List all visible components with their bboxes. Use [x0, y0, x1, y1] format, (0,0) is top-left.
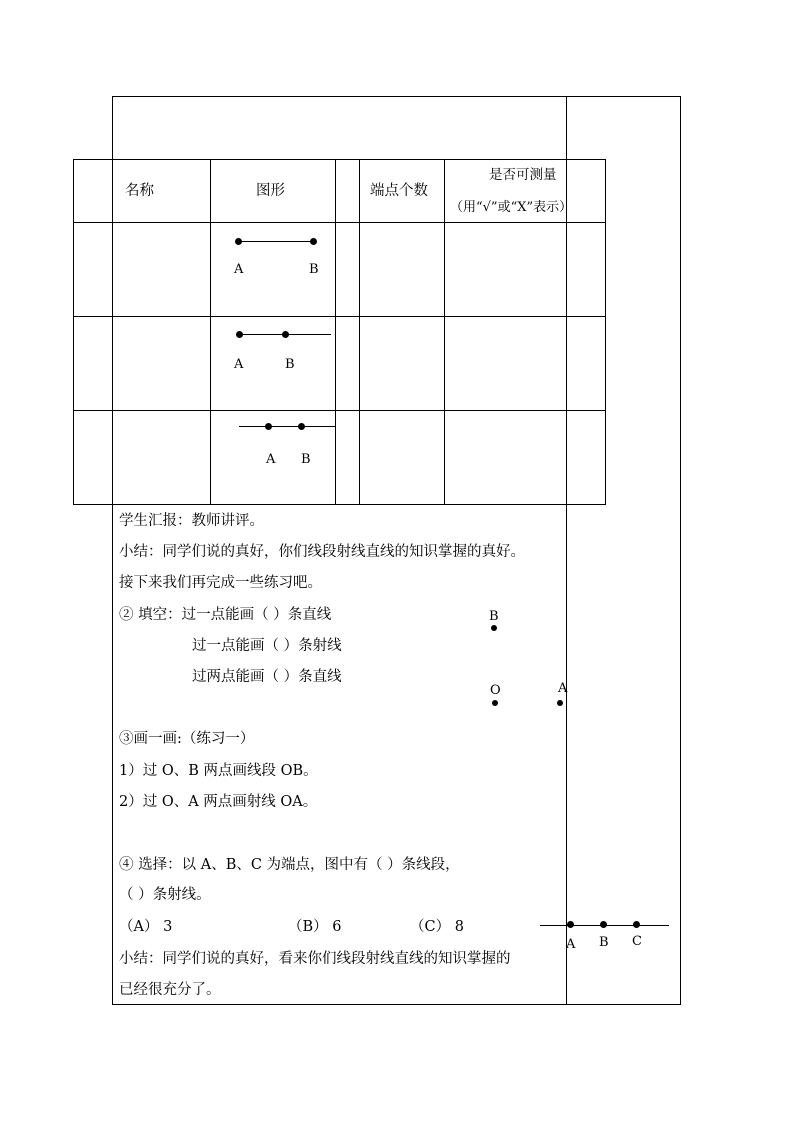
point-dot: [633, 921, 640, 928]
option-b: （B） 6: [288, 919, 342, 935]
header-figure: 图形: [256, 183, 285, 199]
summary2-line1: 小结：同学们说的真好，看来你们线段射线直线的知识掌握的: [119, 951, 511, 967]
point-label-b: B: [301, 452, 311, 467]
choose-question: ④ 选择：以 A、B、C 为端点，图中有（ ）条线段，: [119, 857, 460, 873]
point-label-o: O: [490, 683, 501, 698]
draw-item-1: 1）过 O、B 两点画线段 OB。: [119, 763, 318, 779]
point-dot: [600, 921, 607, 928]
summary-text: 小结：同学们说的真好，你们线段射线直线的知识掌握的真好。: [119, 544, 525, 560]
point-dot: [235, 238, 242, 245]
point-dot: [298, 423, 305, 430]
fill-blank-1: ② 填空：过一点能画（ ）条直线: [119, 607, 332, 623]
point-label-b: B: [309, 262, 319, 277]
point-label-a: A: [266, 452, 276, 467]
header-measurable: 是否可测量: [489, 167, 557, 183]
summary2-line2: 已经很充分了。: [119, 982, 221, 998]
draw-title: ③画一画:（练习一）: [119, 731, 255, 747]
option-a: （A） 3: [119, 919, 173, 935]
point-label-b: B: [489, 609, 499, 624]
point-label-a: A: [558, 681, 568, 696]
point-label-a: A: [566, 937, 576, 952]
choose-question-cont: （ ）条射线。: [119, 887, 211, 903]
fill-blank-3: 过两点能画（ ）条直线: [192, 669, 342, 685]
header-name: 名称: [125, 183, 154, 199]
point-dot: [282, 331, 289, 338]
option-c: （C） 8: [410, 919, 464, 935]
point-dot: [492, 700, 498, 706]
draw-item-2: 2）过 O、A 两点画射线 OA。: [119, 794, 318, 810]
next-text: 接下来我们再完成一些练习吧。: [119, 575, 322, 591]
point-dot: [310, 238, 317, 245]
point-dot: [491, 625, 497, 631]
report-text: 学生汇报：教师讲评。: [119, 513, 264, 529]
point-label-b: B: [599, 935, 609, 950]
point-label-b: B: [285, 357, 295, 372]
point-label-a: A: [234, 262, 244, 277]
point-dot: [567, 921, 574, 928]
point-label-c: C: [632, 934, 642, 949]
point-dot: [265, 423, 272, 430]
point-dot: [557, 700, 563, 706]
header-measurable-note: （用“√”或“X”表示）: [450, 200, 573, 215]
point-label-a: A: [234, 357, 244, 372]
header-endpoints: 端点个数: [370, 183, 428, 199]
fill-blank-2: 过一点能画（ ）条射线: [192, 638, 342, 654]
point-dot: [236, 331, 243, 338]
